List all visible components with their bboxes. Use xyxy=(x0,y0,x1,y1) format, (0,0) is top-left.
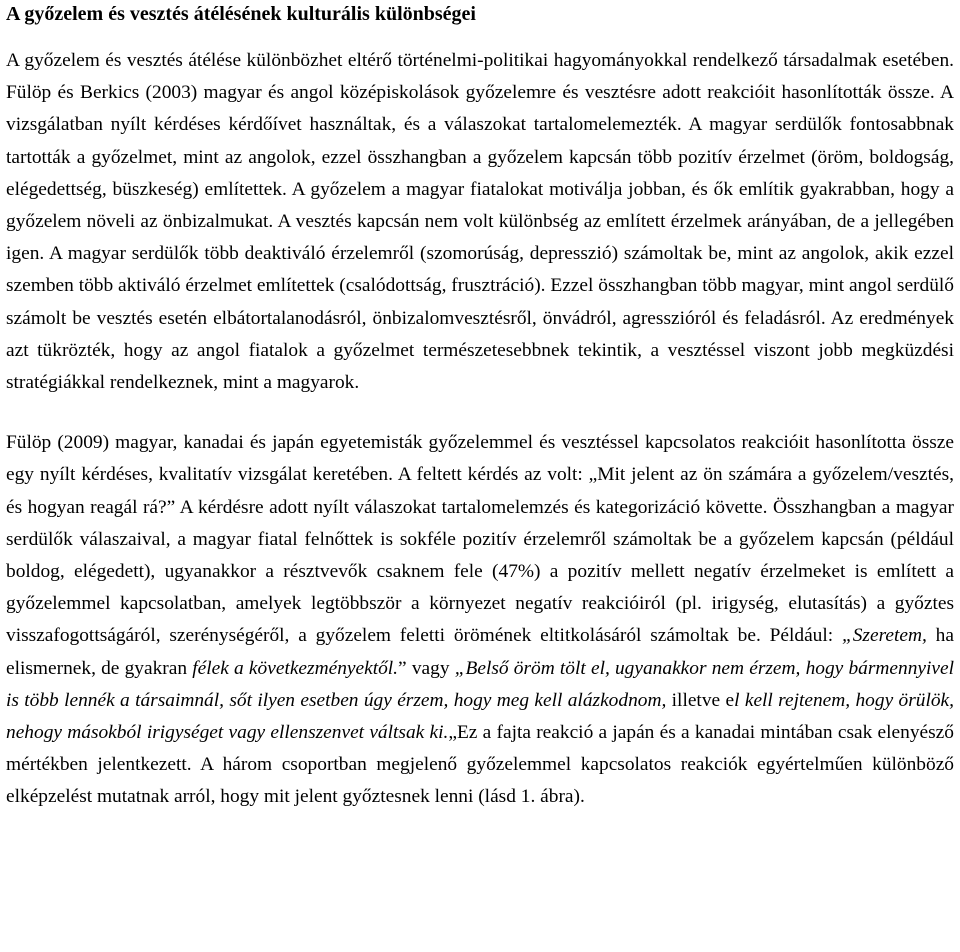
quote-1-end: félek a következményektől. xyxy=(192,657,399,679)
quote-2-end: l kell rejtenem, hogy örülök, nehogy másokból irigységet vagy ellenszenvet váltsak ki. xyxy=(6,689,955,744)
section-heading: A győzelem és vesztés átélésének kulturális különbségei xyxy=(6,3,476,25)
paragraph-2-text: illetve e xyxy=(666,689,735,711)
paragraph-2-text: ha elismernek, de gyakran xyxy=(6,625,954,679)
paragraph-2-text: Fülöp (2009) magyar, kanadai és japán egyetemisták győzelemmel és vesztéssel kapcsolatos reakcióit hasonlította össze egy nyílt kérdéses, kvalitatív vizsgálat keretében. A feltett kérdés az volt: „Mit jelent az ön számára a győzelem/vesztés, és hogyan reagál rá?” A kérdésre adott nyílt válaszokat tartalomelemzés és kategorizáció követte. Összhangban a magyar serdülők válaszaival, a magyar fiatal felnőttek is sokféle pozitív érzelemről számoltak be a győzelem kapcsán (például boldog, elégedett), ugyanakkor a résztvevők csaknem fele (47%) a pozitív mellett negatív érzelmeket is említett a győzelemmel kapcsolatban, amelyek legtöbbször a környezet negatív reakcióiról (pl. irigység, elutasítás) a győztes visszafogottságáról, szerénységéről, a győzelem feletti örömének eltitkolásáról számoltak be. Például: xyxy=(6,432,954,647)
quote-1: „Szeretem, xyxy=(841,625,927,647)
paragraph-2-text: „Ez a fajta reakció a japán és a kanadai mintában csak elenyésző mértékben jelentkezett. A három csoportban megjelenő győzelemmel kapcsolatos reakciók egyértelműen különböző elképzelést mutatnak arról, hogy mit jelent győztesnek lenni (lásd 1. ábra). xyxy=(6,722,954,808)
paragraph-1 xyxy=(6,45,954,399)
paragraph-2 xyxy=(6,427,954,813)
paragraph-2-text: ” vagy xyxy=(398,657,455,679)
quote-2: „Belső öröm tölt el, ugyanakkor nem érzem, hogy bármennyivel is több lennék a társaimnál, sőt ilyen esetben úgy érzem, hogy meg kell alázkodnom, xyxy=(6,657,954,711)
paragraph-1-text: A győzelem és vesztés átélése különbözhet eltérő történelmi-politikai hagyományokkal rendelkező társadalmak esetében. Fülöp és Berkics (2003) magyar és angol középiskolások győzelemre és vesztésre adott reakcióit hasonlították össze. A vizsgálatban nyílt kérdéses kérdőívet használtak, és a válaszokat tartalomelemezték. A magyar serdülők fontosabbnak tartották a győzelmet, mint az angolok, ezzel összhangban a győzelem kapcsán több pozitív érzelmet (öröm, boldogság, elégedettség, büszkeség) említettek. A győzelem a magyar fiatalokat motiválja jobban, és ők említik gyakrabban, hogy a győzelem növeli az önbizalmukat. A vesztés kapcsán nem volt különbség az említett érzelmek arányában, de a jellegében igen. A magyar serdülők több deaktiváló érzelemről (szomorúság, depresszió) számoltak be, mint az angolok, akik ezzel szemben több aktiváló érzelmet említettek (csalódottság, frusztráció). Ezzel összhangban több magyar, mint angol serdülő számolt be vesztés esetén elbátortalanodásról, önbizalomvesztésről, önvádról, agresszióról és feladásról. Az eredmények azt tükrözték, hogy az angol fiatalok a győzelmet természetesebbnek tekintik, a vesztéssel viszont jobb megküzdési stratégiákkal rendelkeznek, mint a magyarok. xyxy=(6,50,954,394)
